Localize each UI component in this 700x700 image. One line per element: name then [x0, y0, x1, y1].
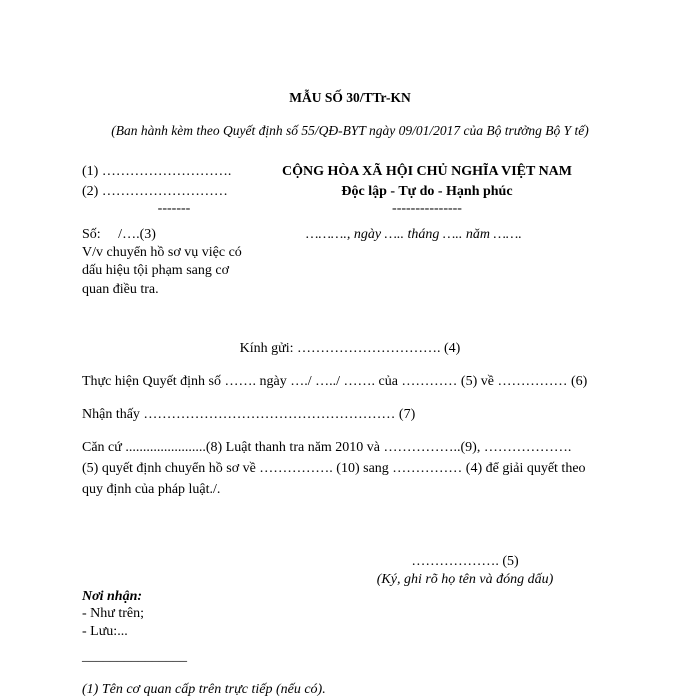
- body-paragraph-3-line-2: (5) quyết định chuyển hồ sơ về ……………. (10) sang …………… (4) để giải quyết theo: [82, 461, 586, 476]
- recipient-item-2: - Lưu:...: [82, 624, 128, 639]
- recipient-line: Kính gửi: …………………………. (4): [239, 341, 461, 356]
- footnote-1: (1) Tên cơ quan cấp trên trực tiếp (nếu có).: [82, 682, 326, 697]
- nation-name: CỘNG HÒA XÃ HỘI CHỦ NGHĨA VIỆT NAM: [281, 164, 572, 179]
- right-header-rule: ---------------: [392, 201, 462, 216]
- signature-line: ………………. (5): [411, 554, 519, 569]
- footnote-rule: _______________: [82, 649, 187, 664]
- subject-line-3: quan điều tra.: [82, 282, 159, 297]
- subject-line-1: V/v chuyển hồ sơ vụ việc có: [82, 245, 242, 260]
- left-header-rule: -------: [157, 201, 191, 216]
- body-paragraph-2: Nhận thấy ……………………………………………… (7): [82, 407, 416, 422]
- body-paragraph-1: Thực hiện Quyết định số ……. ngày …./ …../ ……. của ………… (5) về …………… (6): [82, 374, 588, 389]
- signature-note: (Ký, ghi rõ họ tên và đóng dấu): [376, 572, 554, 587]
- recipients-title: Nơi nhận:: [82, 589, 143, 604]
- form-title: MẪU SỐ 30/TTr-KN: [289, 90, 411, 105]
- national-motto: Độc lập - Tự do - Hạnh phúc: [341, 184, 513, 199]
- form-subtitle: (Ban hành kèm theo Quyết định số 55/QĐ-BYT ngày 09/01/2017 của Bộ trưởng Bộ Y tế): [111, 123, 589, 138]
- agency-issuing: (2) ………………………: [82, 184, 228, 199]
- body-paragraph-3-line-1: Căn cứ .......................(8) Luật thanh tra năm 2010 và ……………..(9), ……………….: [82, 440, 572, 455]
- body-paragraph-3-line-3: quy định của pháp luật./.: [82, 482, 221, 497]
- date-line: ………., ngày ….. tháng ….. năm …….: [306, 227, 522, 242]
- subject-line-2: dấu hiệu tội phạm sang cơ: [82, 263, 229, 278]
- document-number: Số: /….(3): [82, 227, 156, 242]
- agency-superior: (1) ……………………….: [82, 164, 232, 179]
- recipient-item-1: - Như trên;: [82, 606, 145, 621]
